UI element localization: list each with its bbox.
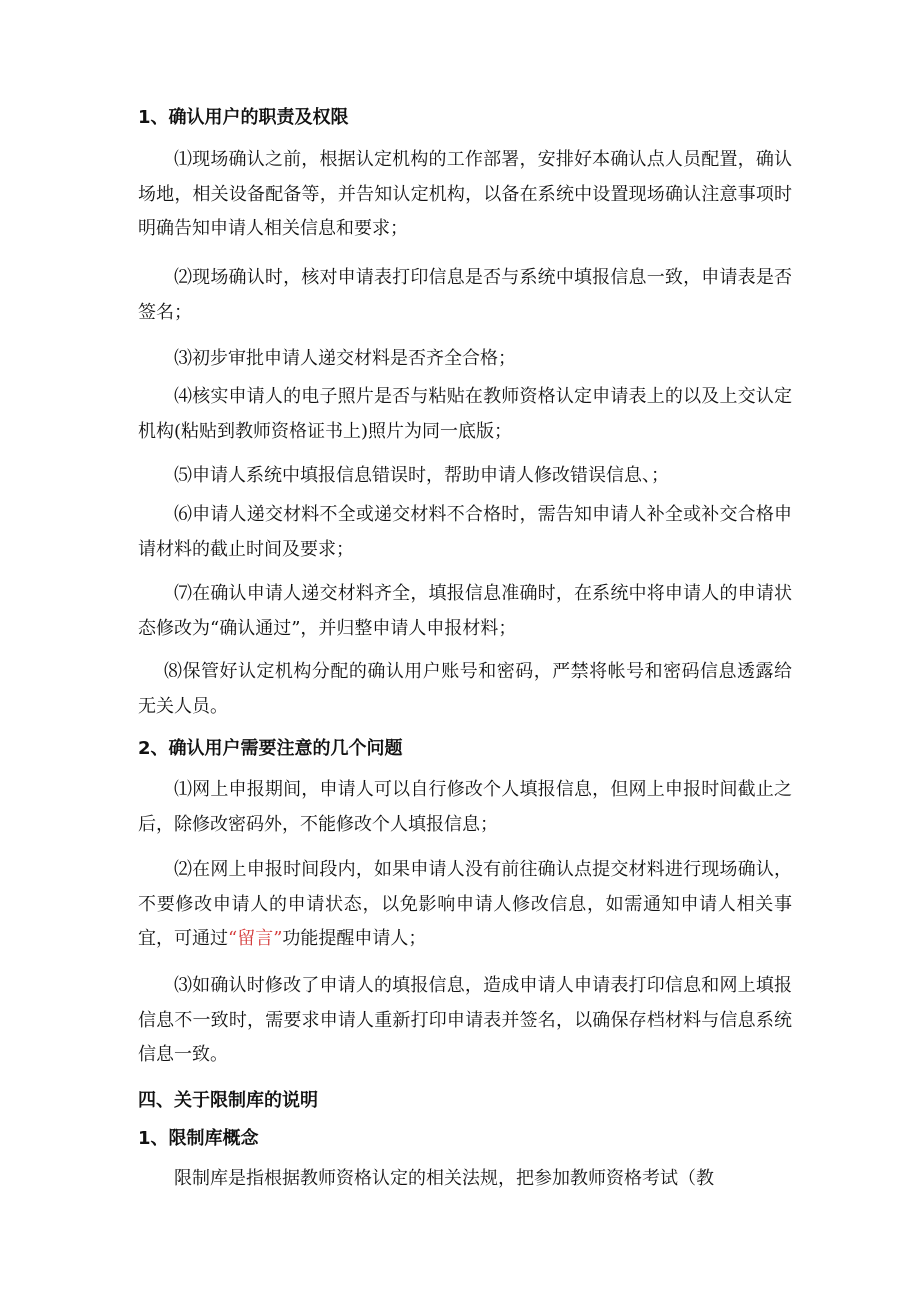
section-heading-restriction-library: 四、关于限制库的说明: [138, 1090, 318, 1111]
subsection-heading-concept: 1、限制库概念: [138, 1128, 259, 1149]
paragraph-note-3: ⑶如确认时修改了申请人的填报信息，造成申请人申请表打印信息和网上填报信息不一致时，需要求申请人重新打印申请表并签名，以确保存档材料与信息系统信息一致。: [138, 975, 792, 1065]
paragraph-item-8: ⑻保管好认定机构分配的确认用户账号和密码，严禁将帐号和密码信息透露给无关人员。: [138, 661, 792, 717]
message-highlight: “留言”: [228, 928, 283, 949]
section-heading-notes: 2、确认用户需要注意的几个问题: [138, 738, 403, 759]
paragraph-item-1: ⑴现场确认之前，根据认定机构的工作部署，安排好本确认点人员配置，确认场地，相关设备配备等，并告知认定机构，以备在系统中设置现场确认注意事项时明确告知申请人相关信息和要求；: [138, 149, 792, 239]
paragraph-item-5: ⑸申请人系统中填报信息错误时，帮助申请人修改错误信息、；: [174, 465, 669, 486]
paragraph-item-4: ⑷核实申请人的电子照片是否与粘贴在教师资格认定申请表上的以及上交认定机构(粘贴到教师资格证书上)照片为同一底版；: [138, 386, 792, 442]
paragraph-item-6: ⑹申请人递交材料不全或递交材料不合格时，需告知申请人补全或补交合格申请材料的截止时间及要求；: [138, 504, 792, 560]
paragraph-note-2: [138, 853, 792, 957]
section-heading-user-duties: 1、确认用户的职责及权限: [138, 107, 349, 128]
paragraph-item-3: ⑶初步审批申请人递交材料是否齐全合格；: [174, 348, 516, 369]
paragraph-concept: 限制库是指根据教师资格认定的相关法规，把参加教师资格考试（教: [174, 1168, 714, 1189]
paragraph-note-1: ⑴网上申报期间，申请人可以自行修改个人填报信息，但网上申报时间截止之后，除修改密码外，不能修改个人填报信息；: [138, 779, 792, 835]
note-2-text-before: ⑵在网上申报时间段内，如果申请人没有前往确认点提交材料进行现场确认，不要修改申请人的申请状态，以免影响申请人修改信息，如需通知申请人相关事宜，可通过: [138, 859, 792, 949]
paragraph-item-2: ⑵现场确认时，核对申请表打印信息是否与系统中填报信息一致，申请表是否签名；: [138, 267, 792, 323]
paragraph-item-7: ⑺在确认申请人递交材料齐全，填报信息准确时，在系统中将申请人的申请状态修改为“确认通过”，并归整申请人申报材料；: [138, 583, 792, 639]
note-2-text-after: 功能提醒申请人；: [282, 928, 427, 949]
